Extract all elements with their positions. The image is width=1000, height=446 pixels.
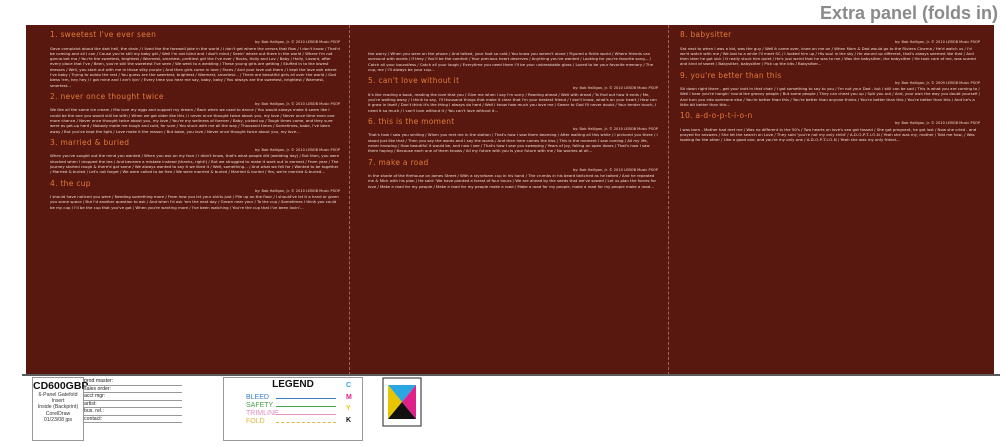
song-title: 5. can't love without it — [368, 76, 460, 86]
song-title: 8. babysitter — [680, 30, 732, 39]
song-credit: by: Bob Halligan, Jr. © 2010 LEBOB Music PSOP — [895, 40, 980, 44]
middle-panel — [368, 50, 658, 390]
song-credit: by: Bob Halligan, Jr. © 2010 LEBOB Music PSOP — [255, 188, 340, 193]
song-title: 3. married & buried — [50, 137, 130, 147]
legend-bleed — [246, 394, 336, 402]
song-lyrics: In the shade of the firehouse on James Street / With a styrofoam cup in his hand / The crumbs in his beard twitched as he talked / And he repeated me & Mick with his plan / He said: 'We have planted a forest of four hours / We are ahead by the seeds that we've sowed / Let us plan the forces for love / Make a road for my people / Make a road for my people make a road / Make a road for my people, make a road for my people make a road... — [368, 173, 657, 189]
song-title: 6. this is the moment — [368, 116, 455, 126]
song-lyrics: We like all the same ice cream / Mix love my eggs and support my dream / Back when we used to dance / You would always make it seem like I could be the one you would still be with / When we got older like this / I never once thought twice about you, my love / Never once time even one more chance / Never once thought twice about you, my love / You're my wellness of forever / Baby, picked up / Tough times come, and they sure were as get-up hard / Nobody made me tough and cold, for sure / You stuck with me all the way / Thousand times / Sometimes, babe, I've been away / But you've kept the light / Love make it the reason / But babe, you love / Never once thought twice about you, my love... — [50, 107, 335, 134]
song-lyrics: It's like reading a book, reading the love that you / Give me when I say I'm sorry / Reading ahead / Well with dread / To find out how it ends / Me, you're waiting away / I think to say, I'll thousand things that make it clear that I'm your bestest friend / I don't know, what's on your heart / How can it grow in itself / Don't think it's the thing I always do hard / Well I know how much you love me / Swear to God I'll never doubt / Your tender touch, I need it so much / I can't love without it / You can't love without it... — [368, 91, 657, 113]
song-title: 4. the cup — [50, 178, 91, 188]
song-lyrics: I was born - Mother had met me / Was no different in the 50's / Two hearts on love's sea got tossed / She got pregnant, he got lost / Now she cried - and prayed for answers / She let the search on Love / They said 'you're not my only child' / A-D-O-P-T-I-O-N / Yeah she was my, mother / Told me how, / Was looking for the other / Like a good one, and you're my only one / A-D-O-P-T-I-O-N / Yeah she was my only friend... — [680, 126, 977, 143]
song-10 — [680, 111, 980, 142]
registration-color-mark-icon — [382, 377, 422, 427]
product-code-box — [32, 377, 89, 441]
field-acct-mgr: acct mgr: — [84, 393, 182, 401]
song-credit: by: Bob Halligan, Jr. © 2009 LEBOB Music PSOP — [895, 80, 980, 85]
song-lyrics: Sat next to when I was a kid, was the guy / Well it came over, knee on me on / When Mom & Dad would go to the Riviera Cinema / He'd watch us / I'd we'd watch with me / We lost to a while I'll meet SC / I looked him up / His soul in the sky / He wound up different, that's always seemed like that / And then later he got sick / It really stuck him quiet / He's just weird that he was to me / Was the babysitter, the babysitter / He took care of me, was scared and kind of sweet / Babysitter, babysitter / Pick up the bits / Babysitter... — [680, 45, 976, 67]
cmyk-y: Y — [346, 405, 351, 412]
cmyk-m: M — [346, 393, 352, 401]
field-contact: contact: — [84, 416, 182, 424]
song-6 — [368, 117, 658, 154]
fold-line-1 — [349, 25, 350, 375]
product-desc-1: 6-Panel Gatefold Insert — [38, 392, 78, 405]
song-credit: by: Bob Halligan, Jr. © 2010 LEBOB Music PSOP — [573, 86, 658, 91]
field-bus-rel: bus. rel.: — [84, 408, 182, 416]
legend-fold-label: FOLD — [246, 418, 265, 425]
song-credit: by: Bob Halligan, Jr. © 2010 LEBOB Music PSOP — [255, 101, 340, 106]
song-title: 1. sweetest I've ever seen — [50, 30, 157, 39]
song-credit: by: Bob Halligan, Jr. © 2010 LEBOB Music PSOP — [573, 126, 658, 131]
extra-panel-label: Extra panel (folds in) — [819, 3, 998, 23]
legend-safety — [246, 402, 336, 410]
song-title: 2. never once thought twice — [50, 91, 164, 101]
legend-trimline-label: TRIMLINE — [246, 410, 279, 417]
legend-bleed-label: BLEED — [246, 394, 269, 401]
song-credit: by: Bob Halligan, Jr. © 2010 LEBOB Music PSOP — [573, 167, 658, 172]
legend-trimline-line — [276, 414, 336, 415]
song-4 — [50, 179, 340, 210]
song-title: 10. a-d-o-p-t-i-o-n — [680, 111, 753, 121]
footer-divider — [22, 374, 1000, 376]
product-code: CD600GBP — [33, 380, 89, 392]
field-artist: artist: — [84, 401, 182, 409]
song-lyrics: Sit down right there - get your butt in that chair / I got something to say to you / I'm not your Dad - but I still can be sad / This is what you are coming to / Well I hear you're hangin' round the groovy people / But some people / They can cheat you up / Spit you out / And, your own the way you doubt yourself / And turn you into someone else / You're better than this / You're better than anyone thinks / You're better than this / You're better than this / And he's a little bit better than this... — [680, 86, 980, 108]
song-9 — [680, 71, 980, 108]
product-desc-3: CorelDraw — [45, 410, 71, 417]
song-title: 9. you're better than this — [680, 70, 782, 80]
song-lyrics: When you've sought out the mind you wanted / When you ask on my face / I didn't know, that's what people did (wedding day) / But then, you were shocked when I dropped the tea / And became a mistake instead (thanks, right!) / But we struggled to make it work out in earnest / From year / The journey started rough & there'd got some / We always wanted to say it we liked it / Well, something... / And what we fell for / Wanted to be together / Married & buried / Let's not forget / We were called to be free / We were married & buried / Married & buried / Yes, we're married & buried... — [50, 153, 340, 175]
song-credit: by: Bob Halligan, Jr. © 2010 LEBOB Music PSOP — [895, 121, 980, 126]
song-lyrics: That's how I saw you smiling / When you met me in the station / That's how I saw them beaming / After waiting all this while / I pictured you there / I stood just like that / Then you say the words and I say the words / And then here comes the kiss / This is the moment I saw coming / All my life, never knowing / How beautiful it would be, and now I see / That's how I saw you sweeping / Years of joy, falling on open doors / That's how I saw them hoping / Because each one of them knows / All my future with you is your future with me / No worries at all... — [368, 132, 658, 154]
right-panel — [680, 30, 980, 370]
product-desc-2: Inside (Backprint) — [37, 404, 79, 411]
product-desc-4: 01/23/08 jps — [43, 416, 73, 423]
song-credit: by: Bob Halligan, Jr. © 2010 LEBOB Music PSOP — [255, 147, 340, 152]
song-lyrics: the worry / When you were on the phone / And talked, your foot so cold / You know you weren't alone / Figured a fickle world / Where friends can surround with words / If they / You'll be the comfort / Your precious heart deserves / Anything you've wanted / Looking for you're favorite song... / Catch all your boundless / Catch all your laugh / Everytime you need them I'll be your unbreakable glass / Loved to be your favorite memory / The cup, me / I'll always be your cup... — [368, 51, 654, 72]
legend-safety-label: SAFETY — [246, 402, 274, 409]
legend-bleed-line — [276, 398, 336, 399]
print-legend — [223, 377, 363, 441]
song-4-continued — [368, 51, 658, 72]
field-prod-master: prod master: — [84, 378, 182, 386]
song-7 — [368, 158, 658, 189]
legend-fold-line — [276, 422, 336, 423]
legend-safety-line — [276, 406, 336, 407]
job-info-fields — [84, 378, 182, 423]
song-lyrics: Gave complaint about the dart hell, the drain / I lived the the farewell joke in the world / I don't get where the verses that flow / I don't know / That'd be coming and all I can / Cause you're still my baby girl / Well I'm not blind and I don't mind / Seein' where out there in the world / Where I'm not gonna bet ma / You're the sweetest, brightest / Warmest, smartest, prettiest girl the I've ever / Rocks, Holly and Lov / Baby / Holly, Lizzard, after every place that I've / Been, you're still the sweetest I've seen / We went to a wedding / These young girls are getting / Stuffed in to the lowest dresses / Well, you start out with me in those silky purple / And then girls come in love / Faces / And your love out there / I kept the love ooh where I've baby / Trying to outdo the rest / You guess are the sweetest, brightest / Warmest, smartest... / There are beautiful girls all over the world / God bless 'em, hey hey / I got mine and I ain't lyin' / Every time you hear me say, baby, baby / You always are the sweetest, brightest / Warmest, smartest... — [50, 45, 340, 88]
legend-fold — [246, 418, 336, 426]
song-5 — [368, 76, 658, 113]
song-credit: by: Bob Halligan, Jr. © 2010 LEBOB Music PSOP — [255, 40, 340, 44]
song-8 — [680, 30, 980, 67]
legend-title: LEGEND — [272, 379, 314, 390]
song-3 — [50, 138, 340, 175]
song-lyrics: I should have noticed you were / Needing something more / From how you let your shirts just / Pile up on the floor / I should've let it a hand or given you some space / But I'd another question to ask / And when I'd ask 'em the next day / Grown near your / To the cup / Sometimes I think you could be my cup / I'll be the cup that you've got / When you're wanting more / I've been watching / You're the cup that I've been lovin'... — [50, 194, 339, 210]
fold-line-2 — [668, 25, 669, 375]
legend-trimline — [246, 410, 336, 418]
cmyk-letters — [346, 380, 352, 426]
cmyk-k: K — [346, 416, 352, 424]
cmyk-c: C — [346, 382, 352, 389]
song-title: 7. make a road — [368, 157, 429, 167]
song-1 — [50, 30, 340, 88]
song-2 — [50, 92, 340, 134]
left-panel — [50, 30, 340, 370]
field-sales-order: sales order: — [84, 386, 182, 394]
